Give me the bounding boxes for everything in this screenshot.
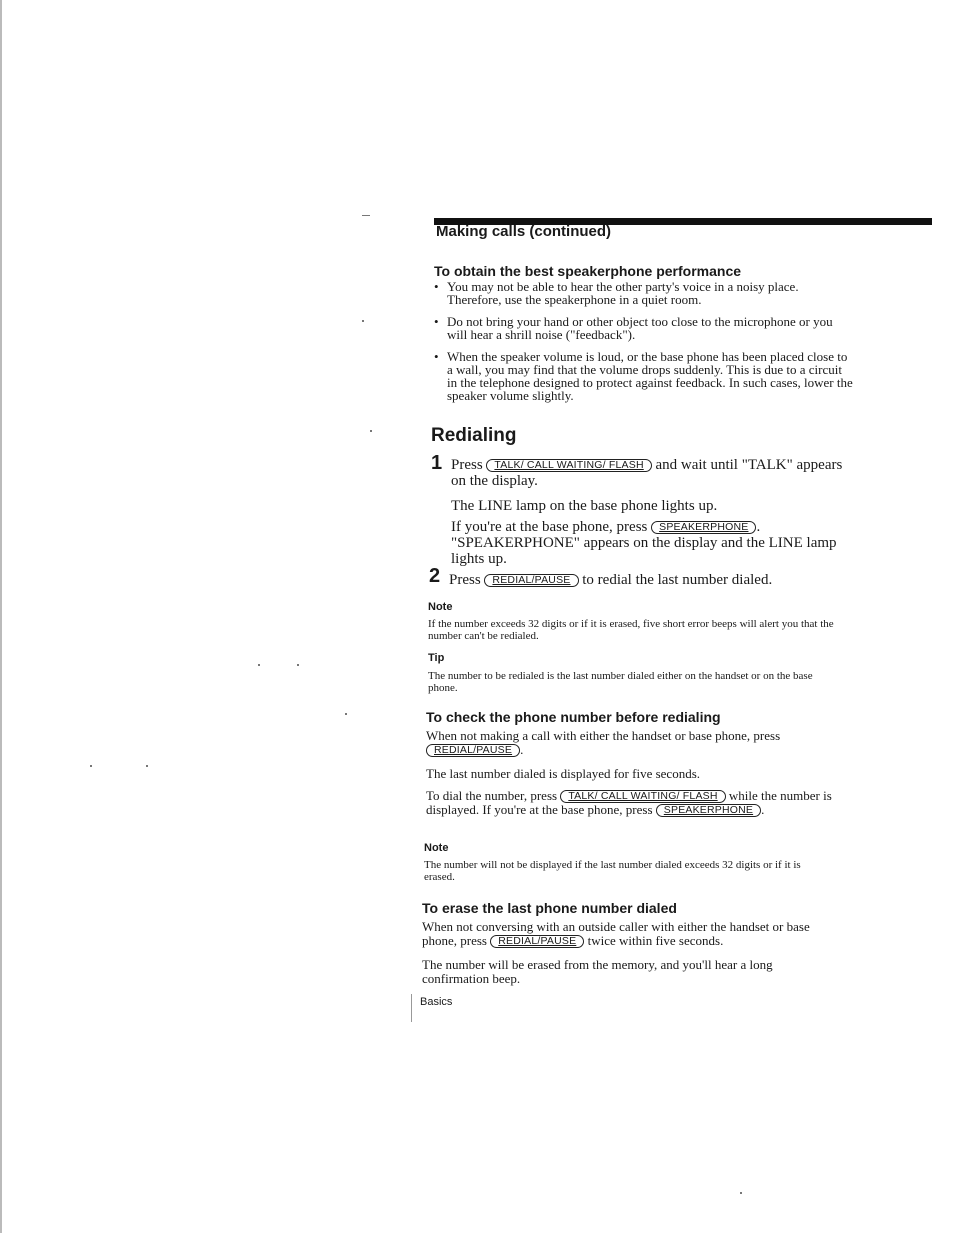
erase-p2: The number will be erased from the memory, and you'll hear a long confirmation beep. <box>422 957 773 986</box>
step-2-text <box>449 572 869 588</box>
step-1-line-lamp: The LINE lamp on the base phone lights up. <box>451 498 718 514</box>
scan-speck <box>740 1192 742 1194</box>
scan-speck <box>370 430 372 432</box>
check-p2: The last number dialed is displayed for five seconds. <box>426 766 701 781</box>
step-1-after: and wait until "TALK" appears on the display. <box>451 457 843 489</box>
tip-label: Tip <box>428 652 445 664</box>
running-head: Making calls (continued) <box>436 223 612 240</box>
check-p3-post: . <box>761 802 765 817</box>
note-label: Note <box>424 842 449 854</box>
scan-speck <box>258 664 260 666</box>
check-p1-pre: When not making a call with either the handset or base phone, press <box>426 728 781 743</box>
scan-speck <box>362 215 370 216</box>
talk-call-waiting-flash-key: TALK/ CALL WAITING/ FLASH <box>486 459 651 472</box>
check-note: The number will not be displayed if the last number dialed exceeds 32 digits or if it is erased. <box>424 859 801 883</box>
talk-call-waiting-flash-key: TALK/ CALL WAITING/ FLASH <box>560 790 725 803</box>
footer-bar <box>411 994 412 1022</box>
speakerphone-tips-list <box>434 280 854 411</box>
list-item: • You may not be able to hear the other party's voice in a noisy place. Therefore, use the speakerphone in a quiet room. <box>434 280 854 306</box>
redial-tip: The number to be redialed is the last number dialed either on the handset or on the base phone. <box>428 670 813 694</box>
step-1-base-pre: If you're at the base phone, press <box>451 519 648 535</box>
speakerphone-key: SPEAKERPHONE <box>656 804 761 817</box>
press-text: Press <box>451 457 483 473</box>
redial-note: If the number exceeds 32 digits or if it is erased, five short error beeps will alert you that the number can't be redialed. <box>428 618 834 642</box>
step-2-number: 2 <box>429 565 441 587</box>
step-1-base-phone <box>451 519 851 567</box>
erase-section-title: To erase the last phone number dialed <box>422 900 677 916</box>
speakerphone-section-title: To obtain the best speakerphone performance <box>434 263 742 279</box>
list-item: • When the speaker volume is loud, or the base phone has been placed close to a wall, you may find that the volume drops suddenly. This is due to a circuit in the telephone designed to protect against feedback. In such cases, lower the speaker volume slightly. <box>434 350 854 402</box>
scan-speck <box>90 765 92 767</box>
redial-pause-key: REDIAL/PAUSE <box>490 935 584 948</box>
note-label: Note <box>428 601 453 613</box>
erase-p1-pre: When not conversing with an outside caller with either the handset or base phone, press <box>422 919 810 948</box>
list-item: • Do not bring your hand or other object too close to the microphone or you will hear a shrill noise ("feedback"). <box>434 315 854 341</box>
page-footer: Basics <box>420 996 453 1008</box>
step-1-number: 1 <box>431 452 443 474</box>
check-p1-post: . <box>520 742 524 757</box>
scan-edge <box>0 0 2 1233</box>
scan-speck <box>146 765 148 767</box>
step-1-base-post: . "SPEAKERPHONE" appears on the display and the LINE lamp lights up. <box>451 519 837 567</box>
check-p3-pre: To dial the number, press <box>426 788 558 803</box>
redial-pause-key: REDIAL/PAUSE <box>426 744 520 757</box>
erase-p1 <box>422 920 832 948</box>
press-text: Press <box>449 572 481 588</box>
redialing-heading: Redialing <box>431 425 517 446</box>
scan-speck <box>297 664 299 666</box>
redial-pause-key: REDIAL/PAUSE <box>484 574 578 587</box>
check-p1 <box>426 729 836 757</box>
check-p3-mid: while the number is displayed. If you're at the base phone, press <box>426 788 832 817</box>
check-p3 <box>426 789 836 817</box>
speakerphone-key: SPEAKERPHONE <box>651 521 756 534</box>
erase-p1-post: twice within five seconds. <box>587 933 724 948</box>
step-1-text <box>451 457 851 489</box>
step-2-after: to redial the last number dialed. <box>582 572 773 588</box>
check-section-title: To check the phone number before redialing <box>426 709 721 725</box>
scan-speck <box>345 713 347 715</box>
scan-speck <box>362 320 364 322</box>
